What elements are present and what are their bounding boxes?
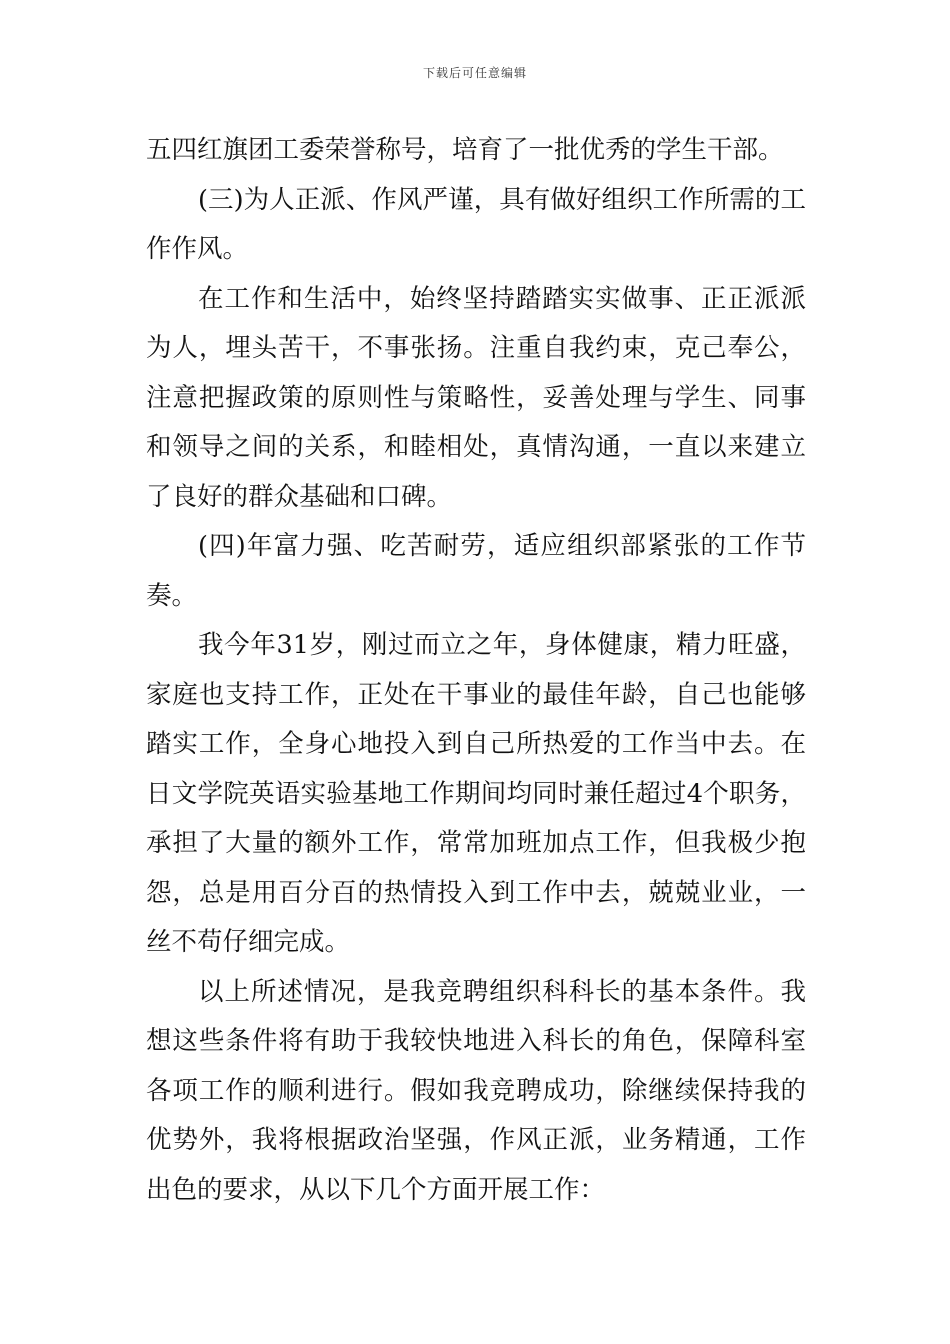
paragraph-6: 以上所述情况，是我竞聘组织科科长的基本条件。我想这些条件将有助于我较快地进入科长的角色，保障科室各项工作的顺利进行。假如我竞聘成功，除继续保持我的优势外，我将根据政治坚强，作风正派，业务精通，工作出色的要求，从以下几个方面开展工作： [146,976,806,1205]
page-header: 下载后可任意编辑 [422,66,527,80]
paragraph-1: 五四红旗团工委荣誉称号，培育了一批优秀的学生干部。 [146,135,784,165]
paragraph-5: 我今年31岁，刚过而立之年，身体健康，精力旺盛，家庭也支持工作，正处在干事业的最佳年龄，自己也能够踏实工作，全身心地投入到自己所热爱的工作当中去。在日文学院英语实验基地工作期间均同时兼任超过4个职务，承担了大量的额外工作，常常加班加点工作，但我极少抱怨，总是用百分百的热情投入到工作中去，兢兢业业，一丝不苟仔细完成。 [146,630,806,957]
paragraph-3: 在工作和生活中，始终坚持踏踏实实做事、正正派派为人，埋头苦干，不事张扬。注重自我约束，克己奉公，注意把握政策的原则性与策略性，妥善处理与学生、同事和领导之间的关系，和睦相处，真情沟通，一直以来建立了良好的群众基础和口碑。 [146,283,806,512]
paragraph-2: (三)为人正派、作风严谨，具有做好组织工作所需的工作作风。 [146,184,806,264]
paragraph-4: (四)年富力强、吃苦耐劳，适应组织部紧张的工作节奏。 [146,531,806,611]
document-body [146,126,806,1215]
